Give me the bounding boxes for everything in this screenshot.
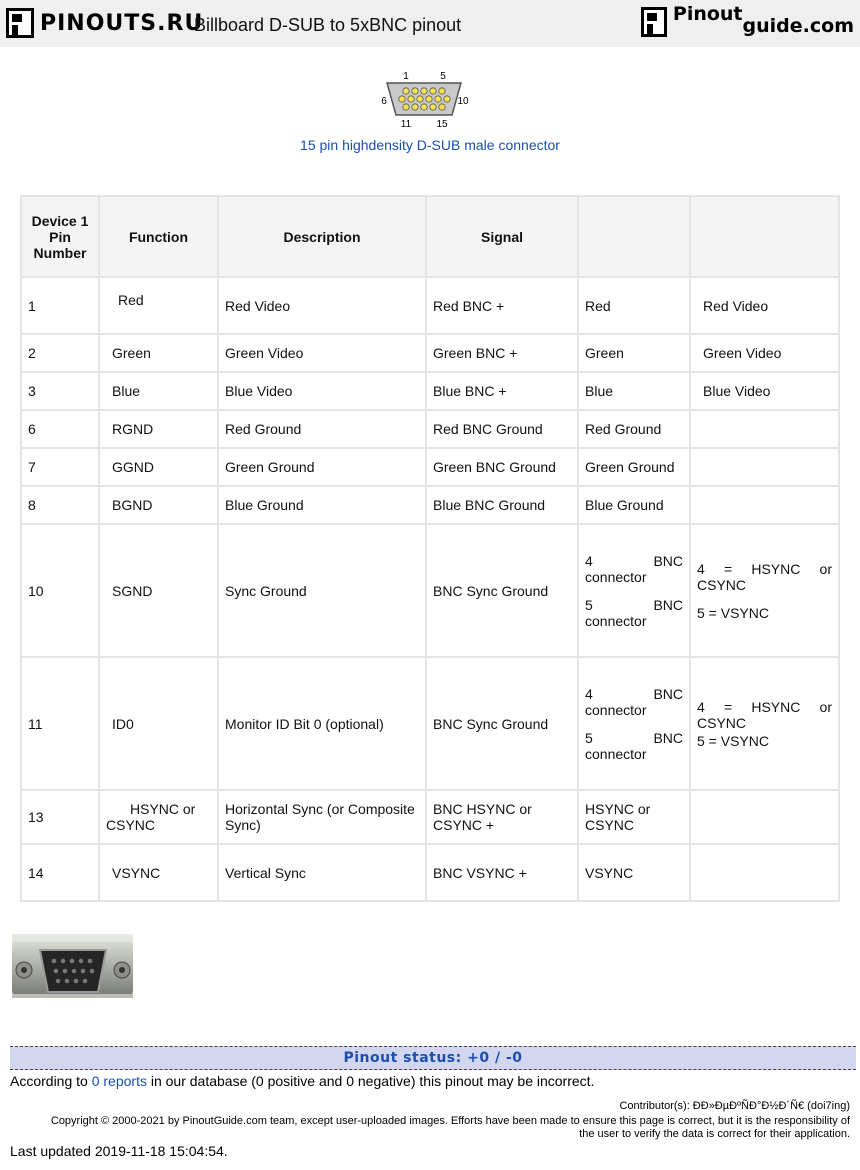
pin-label-10: 10 xyxy=(457,96,469,107)
cell-col6 xyxy=(690,486,839,524)
cell-col5: Blue xyxy=(578,372,690,410)
table-row xyxy=(21,334,839,372)
cell-function: SGND xyxy=(99,524,218,657)
reports-link[interactable]: 0 reports xyxy=(91,1073,147,1089)
cell-description: Vertical Sync xyxy=(218,844,426,901)
connector-pin xyxy=(417,96,423,102)
connector-caption xyxy=(0,137,860,153)
cell-function: RGND xyxy=(99,410,218,448)
connector-pin xyxy=(430,88,436,94)
header-pin-number: Device 1 Pin Number xyxy=(21,196,99,277)
logo-right-text xyxy=(672,3,854,37)
connector-pin xyxy=(439,88,445,94)
connector-pin xyxy=(435,96,441,102)
cell-function: Red xyxy=(99,277,218,334)
cell-function: HSYNC or CSYNC xyxy=(99,790,218,844)
cell-signal: Red BNC + xyxy=(426,277,578,334)
cell-description: Green Ground xyxy=(218,448,426,486)
cell-pin: 10 xyxy=(21,524,99,657)
connector-pin xyxy=(403,104,409,110)
cell-col6 xyxy=(690,448,839,486)
header-signal: Signal xyxy=(426,196,578,277)
pinoutguide-logo[interactable] xyxy=(641,5,854,37)
pin-label-11: 11 xyxy=(400,119,412,130)
table-row xyxy=(21,844,839,901)
cell-signal: Red BNC Ground xyxy=(426,410,578,448)
cell-description: Blue Video xyxy=(218,372,426,410)
cell-signal: BNC HSYNC or CSYNC + xyxy=(426,790,578,844)
connector-pin xyxy=(439,104,445,110)
cell-function: ID0 xyxy=(99,657,218,790)
cell-description: Red Ground xyxy=(218,410,426,448)
cell-pin: 13 xyxy=(21,790,99,844)
table-row xyxy=(21,448,839,486)
pin-label-6: 6 xyxy=(381,96,387,107)
logo-left-text: PINOUTS.RU xyxy=(40,10,204,36)
logo-right-main: Pinout xyxy=(672,3,743,25)
cell-pin: 8 xyxy=(21,486,99,524)
cell-col5: Green Ground xyxy=(578,448,690,486)
cell-col5-line-b: 5 BNC connector xyxy=(585,596,683,629)
cell-signal: Green BNC Ground xyxy=(426,448,578,486)
table-row xyxy=(21,372,839,410)
cell-function: VSYNC xyxy=(99,844,218,901)
cell-col6 xyxy=(690,657,839,790)
cell-col6-line-a: 4 = HSYNC or CSYNC xyxy=(697,560,832,593)
header-function: Function xyxy=(99,196,218,277)
cell-col6: Green Video xyxy=(690,334,839,372)
cell-pin: 6 xyxy=(21,410,99,448)
copyright: Copyright © 2000-2021 by PinoutGuide.com team, except user-uploaded images. Efforts have been made to ensure this page is correct, but it is the responsibility of the user to verify the data is correct for their application. xyxy=(50,1115,850,1140)
cell-col5: Red xyxy=(578,277,690,334)
cell-pin: 11 xyxy=(21,657,99,790)
header-col5 xyxy=(578,196,690,277)
cell-col5-line-a: 4 BNC connector xyxy=(585,552,683,585)
connector-photo xyxy=(12,934,133,998)
cell-pin: 14 xyxy=(21,844,99,901)
cell-description: Sync Ground xyxy=(218,524,426,657)
cell-function: GGND xyxy=(99,448,218,486)
connector-pin xyxy=(403,88,409,94)
cell-description: Red Video xyxy=(218,277,426,334)
cell-signal: BNC VSYNC + xyxy=(426,844,578,901)
last-updated: Last updated 2019-11-18 15:04:54. xyxy=(10,1143,228,1159)
logo-right-sub: guide.com xyxy=(742,15,854,37)
cell-description: Blue Ground xyxy=(218,486,426,524)
dsub-connector-diagram xyxy=(375,68,475,130)
table-row xyxy=(21,410,839,448)
cell-col5-line-b: 5 BNC connector xyxy=(585,729,683,762)
reports-line xyxy=(10,1073,594,1089)
connector-caption-link[interactable]: 15 pin highdensity D-SUB male connector xyxy=(300,137,560,153)
table-header-row xyxy=(21,196,839,277)
cell-col6-line-a: 4 = HSYNC or CSYNC xyxy=(697,698,832,731)
cell-signal: BNC Sync Ground xyxy=(426,524,578,657)
cell-col5: Green xyxy=(578,334,690,372)
table-row xyxy=(21,790,839,844)
cell-function: Blue xyxy=(99,372,218,410)
table-row xyxy=(21,524,839,657)
connector-pin xyxy=(426,96,432,102)
connector-pin xyxy=(412,104,418,110)
cell-function: BGND xyxy=(99,486,218,524)
pinout-status-bar: Pinout status: +0 / -0 xyxy=(10,1046,856,1070)
connector-pin xyxy=(399,96,405,102)
pinout-logo-icon xyxy=(6,8,34,38)
connector-pin xyxy=(412,88,418,94)
connector-pin xyxy=(430,104,436,110)
pinout-table xyxy=(20,195,840,902)
cell-col5 xyxy=(578,657,690,790)
cell-pin: 3 xyxy=(21,372,99,410)
cell-col6 xyxy=(690,410,839,448)
connector-pin xyxy=(421,104,427,110)
table-row xyxy=(21,657,839,790)
pinoutguide-logo-icon xyxy=(641,7,667,37)
cell-col6 xyxy=(690,524,839,657)
cell-signal: BNC Sync Ground xyxy=(426,657,578,790)
cell-col6 xyxy=(690,790,839,844)
page-title: Billboard D-SUB to 5xBNC pinout xyxy=(194,15,462,35)
cell-col6: Blue Video xyxy=(690,372,839,410)
cell-function: Green xyxy=(99,334,218,372)
pin-label-15: 15 xyxy=(436,119,448,130)
cell-col6-line-b: 5 = VSYNC xyxy=(697,732,769,749)
cell-col5 xyxy=(578,524,690,657)
pin-label-5: 5 xyxy=(440,71,446,82)
cell-col5: HSYNC or CSYNC xyxy=(578,790,690,844)
site-header xyxy=(0,0,860,47)
cell-signal: Blue BNC + xyxy=(426,372,578,410)
cell-col5: Blue Ground xyxy=(578,486,690,524)
cell-pin: 2 xyxy=(21,334,99,372)
cell-col6-line-b: 5 = VSYNC xyxy=(697,604,769,621)
connector-pin xyxy=(444,96,450,102)
cell-pin: 1 xyxy=(21,277,99,334)
cell-pin: 7 xyxy=(21,448,99,486)
table-row xyxy=(21,277,839,334)
cell-col5: VSYNC xyxy=(578,844,690,901)
header-description: Description xyxy=(218,196,426,277)
cell-col6: Red Video xyxy=(690,277,839,334)
cell-col5: Red Ground xyxy=(578,410,690,448)
cell-col5-line-a: 4 BNC connector xyxy=(585,685,683,718)
cell-signal: Green BNC + xyxy=(426,334,578,372)
table-row xyxy=(21,486,839,524)
reports-prefix: According to xyxy=(10,1073,88,1089)
connector-pin xyxy=(421,88,427,94)
cell-description: Green Video xyxy=(218,334,426,372)
pinouts-ru-logo[interactable] xyxy=(6,8,203,38)
header-col6 xyxy=(690,196,839,277)
cell-col6 xyxy=(690,844,839,901)
pin-label-1: 1 xyxy=(403,71,409,82)
contributors: Contributor(s): ÐÐ»ÐµÐºÑÐ°Ð½Ð´Ñ€ (doi7ing) xyxy=(619,1100,850,1112)
cell-description: Horizontal Sync (or Composite Sync) xyxy=(218,790,426,844)
reports-suffix: in our database (0 positive and 0 negative) this pinout may be incorrect. xyxy=(150,1073,595,1089)
cell-signal: Blue BNC Ground xyxy=(426,486,578,524)
connector-pin xyxy=(408,96,414,102)
cell-description: Monitor ID Bit 0 (optional) xyxy=(218,657,426,790)
